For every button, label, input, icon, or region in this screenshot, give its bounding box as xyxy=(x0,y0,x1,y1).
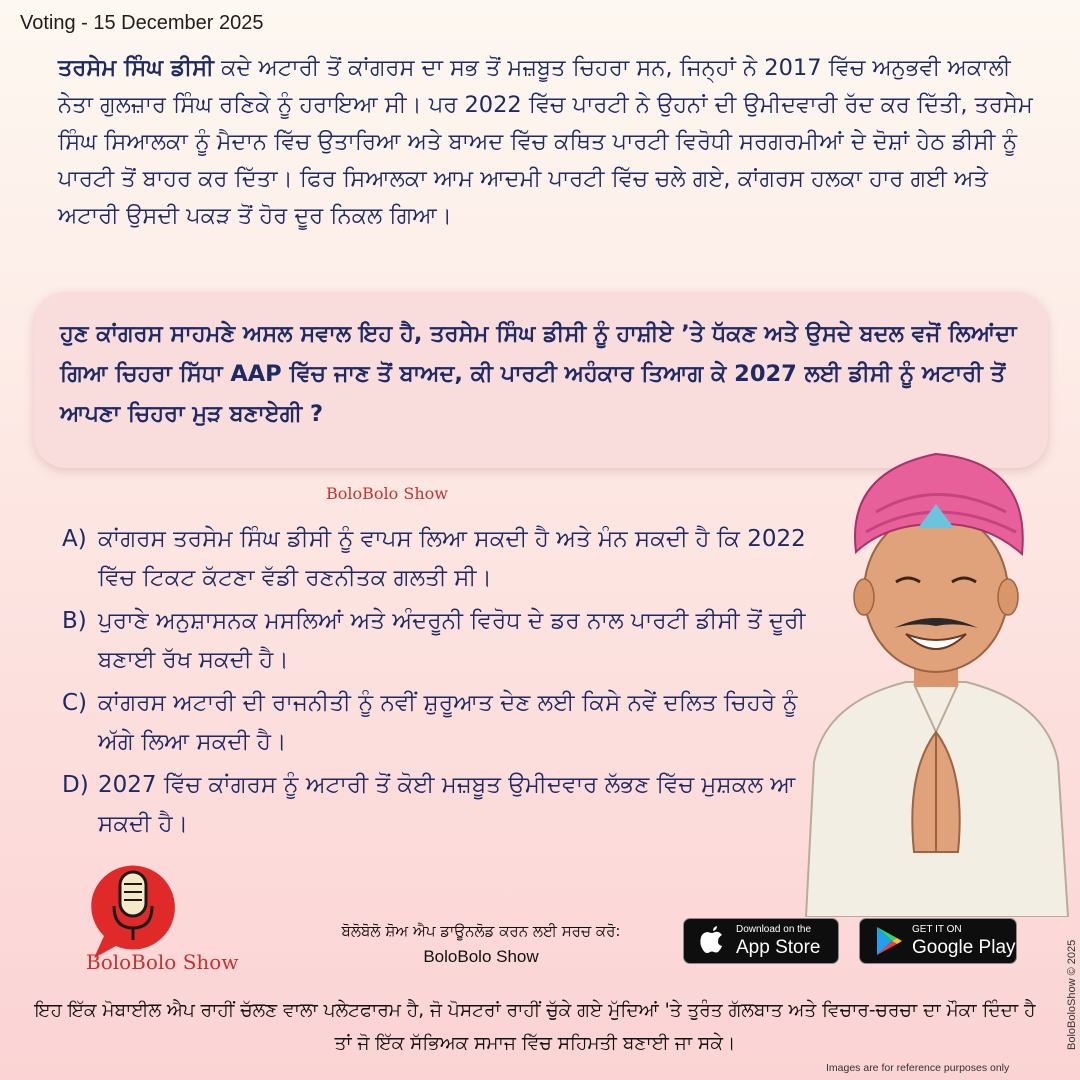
logo-text: BoloBolo Show xyxy=(86,950,239,974)
intro-name: ਤਰਸੇਮ ਸਿੰਘ ਡੀਸੀ xyxy=(58,55,214,81)
search-label: ਬੋਲੋਬੋਲੋ ਸ਼ੋਅ ਐਪ ਡਾਊਨਲੋਡ ਕਰਨ ਲਈ ਸਰਚ ਕਰੋ: xyxy=(341,922,621,940)
footer-description: ਇਹ ਇੱਕ ਮੋਬਾਈਲ ਐਪ ਰਾਹੀਂ ਚੱਲਣ ਵਾਲਾ ਪਲੇਟਫਾਰਮ ਹੈ, ਜੋ ਪੋਸਟਰਾਂ ਰਾਹੀਂ ਚੁੱਕੇ ਗਏ ਮੁੱਦਿਆਂ 'ਤੇ ਤੁਰੰਤ ਗੱਲਬਾਤ ਅਤੇ ਵਿਚਾਰ-ਚਰਚਾ ਦਾ ਮੌਕਾ ਦਿੰਦਾ ਹੈ ਤਾਂ ਜੋ ਇੱਕ ਸੱਭਿਅਕ ਸਮਾਜ ਵਿੱਚ ਸਹਿਮਤੀ ਬਣਾਈ ਜਾ ਸਕੇ। xyxy=(34,1000,1036,1054)
option-d[interactable] xyxy=(62,766,822,844)
option-b[interactable] xyxy=(62,602,822,680)
politician-illustration xyxy=(796,432,1076,917)
badge-small-text: GET IT ON xyxy=(912,924,962,935)
option-a[interactable] xyxy=(62,520,822,598)
option-text: ਪੁਰਾਣੇ ਅਨੁਸ਼ਾਸਨਕ ਮਸਲਿਆਂ ਅਤੇ ਅੰਦਰੂਨੀ ਵਿਰੋਧ ਦੇ ਡਰ ਨਾਲ ਪਾਰਟੀ ਡੀਸੀ ਤੋਂ ਦੂਰੀ ਬਣਾਈ ਰੱਖ ਸਕਦੀ ਹੈ। xyxy=(98,608,806,673)
intro-text: ਕਦੇ ਅਟਾਰੀ ਤੋਂ ਕਾਂਗਰਸ ਦਾ ਸਭ ਤੋਂ ਮਜ਼ਬੂਤ ਚਿਹਰਾ ਸਨ, ਜਿਨ੍ਹਾਂ ਨੇ 2017 ਵਿੱਚ ਅਨੁਭਵੀ ਅਕਾਲੀ ਨੇਤਾ ਗੁਲਜ਼ਾਰ ਸਿੰਘ ਰਣਿਕੇ ਨੂੰ ਹਰਾਇਆ ਸੀ। ਪਰ 2022 ਵਿੱਚ ਪਾਰਟੀ ਨੇ ਉਹਨਾਂ ਦੀ ਉਮੀਦਵਾਰੀ ਰੱਦ ਕਰ ਦਿੱਤੀ, ਤਰਸੇਮ ਸਿੰਘ ਸਿਆਲਕਾ ਨੂੰ ਮੈਦਾਨ ਵਿੱਚ ਉਤਾਰਿਆ ਅਤੇ ਬਾਅਦ ਵਿੱਚ ਕਥਿਤ ਪਾਰਟੀ ਵਿਰੋਧੀ ਸਰਗਰਮੀਆਂ ਦੇ ਦੋਸ਼ਾਂ ਹੇਠ ਡੀਸੀ ਨੂੰ ਪਾਰਟੀ ਤੋਂ ਬਾਹਰ ਕਰ ਦਿੱਤਾ। ਫਿਰ ਸਿਆਲਕਾ ਆਮ ਆਦਮੀ ਪਾਰਟੀ ਵਿੱਚ ਚਲੇ ਗਏ, ਕਾਂਗਰਸ ਹਲਕਾ ਹਾਰ ਗਈ ਅਤੇ ਅਟਾਰੀ ਉਸਦੀ ਪਕੜ ਤੋਂ ਹੋਰ ਦੂਰ ਨਿਕਲ ਗਿਆ। xyxy=(58,55,1033,229)
disclaimer-text: Images are for reference purposes only xyxy=(826,1062,1010,1074)
poll-options xyxy=(62,520,822,848)
copyright-text: BoloBoloShow © 2025 xyxy=(1066,939,1078,1050)
search-app-name: BoloBolo Show xyxy=(423,947,539,966)
question-text: ਹੁਣ ਕਾਂਗਰਸ ਸਾਹਮਣੇ ਅਸਲ ਸਵਾਲ ਇਹ ਹੈ, ਤਰਸੇਮ ਸਿੰਘ ਡੀਸੀ ਨੂੰ ਹਾਸ਼ੀਏ ’ਤੇ ਧੱਕਣ ਅਤੇ ਉਸਦੇ ਬਦਲ ਵਜੋਂ ਲਿਆਂਦਾ ਗਿਆ ਚਿਹਰਾ ਸਿੱਧਾ AAP ਵਿੱਚ ਜਾਣ ਤੋਂ ਬਾਅਦ, ਕੀ ਪਾਰਟੀ ਅਹੰਕਾਰ ਤਿਆਗ ਕੇ 2027 ਲਈ ਡੀਸੀ ਨੂੰ ਅਟਾਰੀ ਤੋਂ ਆਪਣਾ ਚਿਹਰਾ ਮੁੜ ਬਣਾਏਗੀ ? xyxy=(60,321,1017,427)
option-c[interactable] xyxy=(62,684,822,762)
option-text: ਕਾਂਗਰਸ ਤਰਸੇਮ ਸਿੰਘ ਡੀਸੀ ਨੂੰ ਵਾਪਸ ਲਿਆ ਸਕਦੀ ਹੈ ਅਤੇ ਮੰਨ ਸਕਦੀ ਹੈ ਕਿ 2022 ਵਿੱਚ ਟਿਕਟ ਕੱਟਣਾ ਵੱਡੀ ਰਣਨੀਤਕ ਗਲਤੀ ਸੀ। xyxy=(98,526,806,591)
option-text: 2027 ਵਿੱਚ ਕਾਂਗਰਸ ਨੂੰ ਅਟਾਰੀ ਤੋਂ ਕੋਈ ਮਜ਼ਬੂਤ ਉਮੀਦਵਾਰ ਲੱਭਣ ਵਿੱਚ ਮੁਸ਼ਕਲ ਆ ਸਕਦੀ ਹੈ। xyxy=(98,772,796,837)
google-play-badge[interactable] xyxy=(859,918,1017,964)
app-store-badge[interactable] xyxy=(683,918,839,964)
badge-small-text: Download on the xyxy=(736,924,812,935)
option-letter: C) xyxy=(62,690,88,716)
option-letter: A) xyxy=(62,526,87,552)
app-search-info xyxy=(296,920,666,972)
option-letter: D) xyxy=(62,772,89,798)
badge-big-text: App Store xyxy=(736,937,821,958)
brand-watermark: BoloBolo Show xyxy=(326,484,448,503)
apple-icon xyxy=(692,921,732,961)
badge-big-text: Google Play xyxy=(912,937,1016,958)
option-text: ਕਾਂਗਰਸ ਅਟਾਰੀ ਦੀ ਰਾਜਨੀਤੀ ਨੂੰ ਨਵੀਂ ਸ਼ੁਰੂਆਤ ਦੇਣ ਲਈ ਕਿਸੇ ਨਵੇਂ ਦਲਿਤ ਚਿਹਰੇ ਨੂੰ ਅੱਗੇ ਲਿਆ ਸਕਦੀ ਹੈ। xyxy=(98,690,798,755)
google-play-icon xyxy=(868,921,908,961)
option-letter: B) xyxy=(62,608,87,634)
intro-paragraph xyxy=(58,50,1048,235)
date-label: Voting - 15 December 2025 xyxy=(20,12,264,34)
